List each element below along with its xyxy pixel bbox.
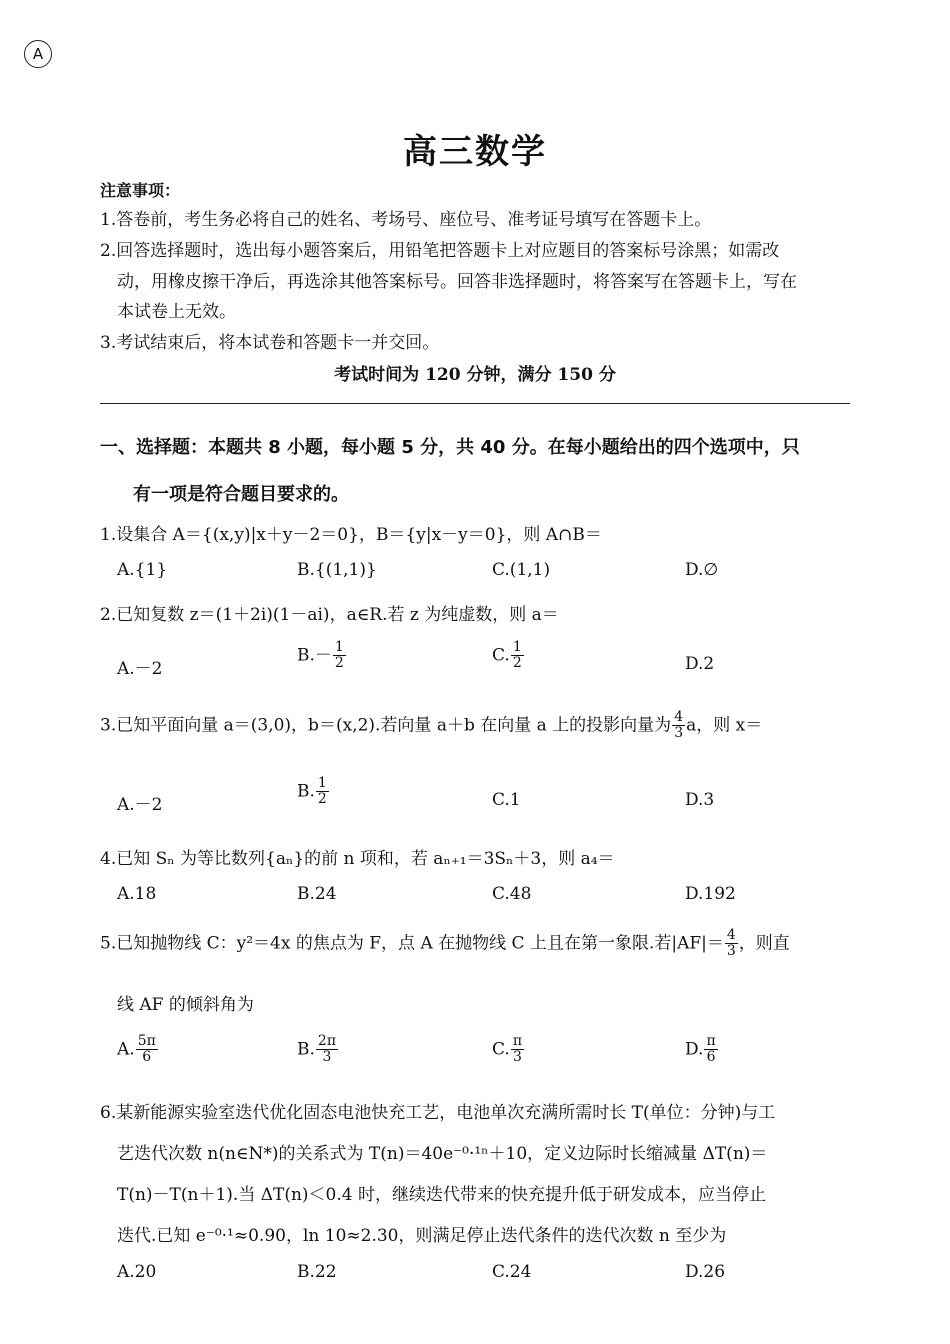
q6-option-b: B.22 (297, 1262, 337, 1282)
page-title: 高三数学 (403, 132, 547, 172)
q2-option-b: B.－ $\frac{1}{2}$ (297, 639, 344, 672)
fraction: $\frac{\pi}{3}$ (512, 1033, 523, 1066)
q1-option-b: B.{(1,1)} (297, 560, 377, 580)
fraction: $\frac{2\pi}{3}$ (317, 1033, 337, 1066)
q2-option-c: C. $\frac{1}{2}$ (492, 639, 522, 672)
question-6-stem-line-4: 迭代.已知 e⁻⁰·¹≈0.90，ln 10≈2.30，则满足停止迭代条件的迭代次数 n 至少为 (117, 1226, 727, 1246)
fraction: $\frac{5\pi}{6}$ (137, 1033, 156, 1066)
q4-option-b: B.24 (297, 884, 337, 904)
q5-option-a: A. $\frac{5\pi}{6}$ (117, 1033, 156, 1066)
q3-option-c: C.1 (492, 790, 521, 810)
notice-item-2-cont: 动，用橡皮擦干净后，再选涂其他答案标号。回答非选择题时，将答案写在答题卡上，写在 (117, 272, 797, 292)
section-heading-cont: 有一项是符合题目要求的。 (133, 484, 349, 505)
question-6-stem-line-3: T(n)－T(n＋1).当 ΔT(n)＜0.4 时，继续迭代带来的快充提升低于研发成本，应当停止 (117, 1185, 766, 1205)
notice-heading: 注意事项： (100, 181, 181, 200)
divider (100, 403, 850, 404)
question-1-stem: 1.设集合 A＝{(x,y)|x＋y－2＝0}，B＝{y|x－y＝0}，则 A∩B＝ (100, 525, 602, 545)
fraction: $\frac{1}{2}$ (512, 639, 522, 672)
notice-item-3: 3.考试结束后，将本试卷和答题卡一并交回。 (100, 333, 440, 353)
q1-option-a: A.{1} (117, 560, 168, 580)
q5-option-c: C. $\frac{\pi}{3}$ (492, 1033, 523, 1066)
q2-option-a: A.－2 (117, 659, 163, 679)
q3-option-b: B. $\frac{1}{2}$ (297, 775, 327, 808)
q6-option-d: D.26 (685, 1262, 726, 1282)
q4-option-c: C.48 (492, 884, 532, 904)
q4-option-a: A.18 (117, 884, 157, 904)
question-5-stem-cont: 线 AF 的倾斜角为 (117, 995, 254, 1015)
q5-option-d: D. $\frac{\pi}{6}$ (685, 1033, 716, 1066)
q1-option-c: C.(1,1) (492, 560, 551, 580)
fraction: $\frac{1}{2}$ (317, 775, 327, 808)
q6-option-c: C.24 (492, 1262, 532, 1282)
fraction: $\frac{1}{2}$ (334, 639, 344, 672)
question-3-stem: 3.已知平面向量 a＝(3,0)，b＝(x,2).若向量 a＋b 在向量 a 上的投影向量为 $\frac{4}{3}$ a，则 x＝ (100, 709, 763, 742)
q1-option-d: D.∅ (685, 560, 719, 580)
section-heading: 一、选择题：本题共 8 小题，每小题 5 分，共 40 分。在每小题给出的四个选项中，只 (100, 437, 800, 458)
exam-info: 考试时间为 120 分钟，满分 150 分 (334, 365, 616, 385)
notice-item-1: 1.答卷前，考生务必将自己的姓名、考场号、座位号、准考证号填写在答题卡上。 (100, 210, 712, 230)
fraction: $\frac{4}{3}$ (674, 709, 684, 742)
q6-option-a: A.20 (117, 1262, 157, 1282)
fraction: $\frac{\pi}{6}$ (706, 1033, 716, 1066)
q3-option-a: A.－2 (117, 795, 163, 815)
question-6-stem-line-2: 艺迭代次数 n(n∈N*)的关系式为 T(n)＝40e⁻⁰·¹ⁿ＋10，定义边际时长缩减量 ΔT(n)＝ (117, 1144, 768, 1164)
notice-item-2: 2.回答选择题时，选出每小题答案后，用铅笔把答题卡上对应题目的答案标号涂黑；如需改 (100, 241, 780, 261)
q5-option-b: B. $\frac{2\pi}{3}$ (297, 1033, 337, 1066)
q4-option-d: D.192 (685, 884, 736, 904)
version-badge: A (24, 40, 52, 68)
q3-option-d: D.3 (685, 790, 715, 810)
notice-item-2-end: 本试卷上无效。 (117, 302, 236, 322)
question-4-stem: 4.已知 Sₙ 为等比数列{aₙ}的前 n 项和，若 aₙ₊₁＝3Sₙ＋3，则 a₄＝ (100, 849, 615, 869)
question-2-stem: 2.已知复数 z＝(1＋2i)(1－ai)，a∈R.若 z 为纯虚数，则 a＝ (100, 605, 559, 625)
fraction: $\frac{4}{3}$ (726, 927, 736, 960)
question-6-stem: 6.某新能源实验室迭代优化固态电池快充工艺，电池单次充满所需时长 T(单位：分钟)与工 (100, 1103, 776, 1123)
question-5-stem: 5.已知抛物线 C：y²＝4x 的焦点为 F，点 A 在抛物线 C 上且在第一象限.若|AF|＝ $\frac{4}{3}$ ，则直 (100, 927, 790, 960)
q2-option-d: D.2 (685, 654, 715, 674)
